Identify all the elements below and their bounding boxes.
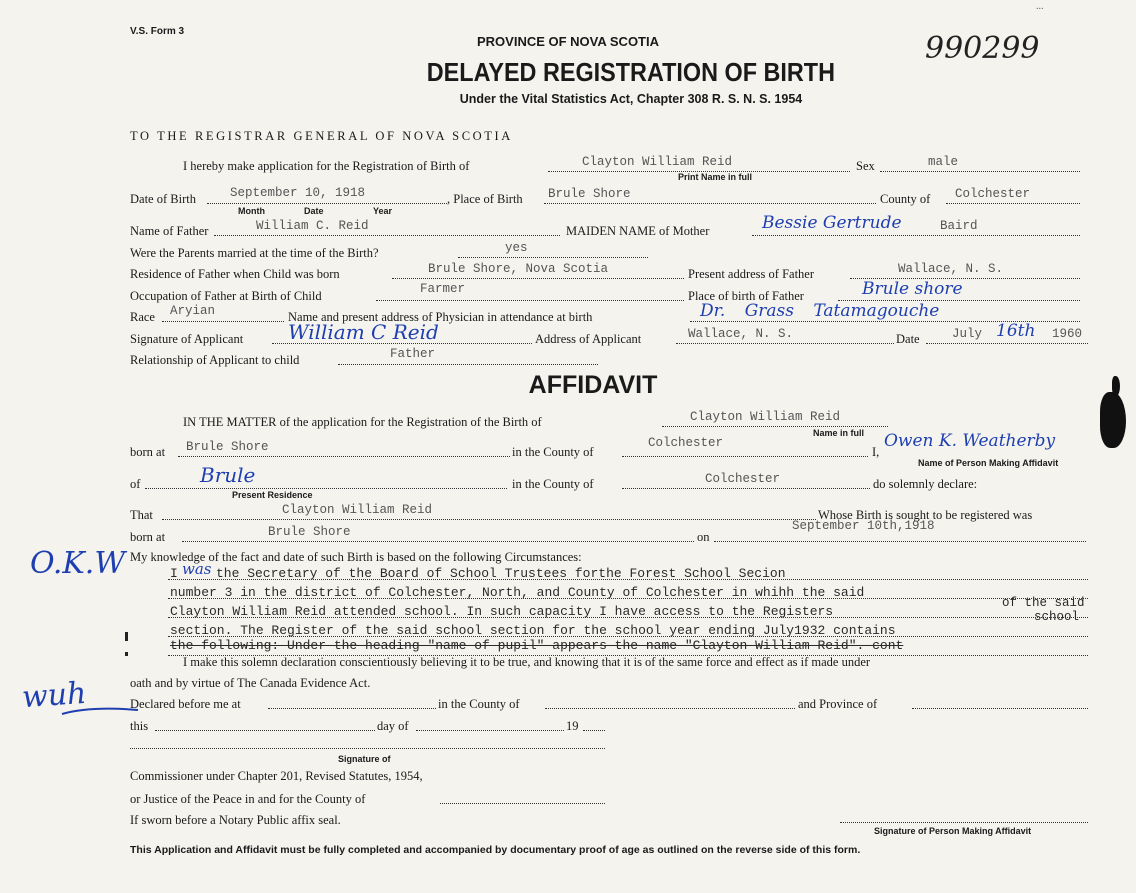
declared-line[interactable] bbox=[268, 708, 436, 709]
this-line[interactable] bbox=[155, 730, 375, 731]
deponent-hint: Name of Person Making Affidavit bbox=[918, 458, 1059, 468]
form-number: V.S. Form 3 bbox=[130, 26, 185, 37]
relationship-label: Relationship of Applicant to child bbox=[130, 353, 300, 367]
born-at-line bbox=[178, 456, 510, 457]
initials-oku: O.K.W bbox=[30, 546, 126, 581]
year-prefix: 19 bbox=[566, 719, 579, 733]
county-value: Colchester bbox=[955, 187, 1031, 201]
this-label: this bbox=[130, 719, 149, 733]
circumstance-1-correction: was bbox=[182, 560, 212, 578]
deponent-signature-line[interactable] bbox=[840, 822, 1088, 823]
dob-label: Date of Birth bbox=[130, 192, 196, 206]
father-value: William C. Reid bbox=[256, 219, 369, 233]
date-line bbox=[926, 343, 1088, 344]
present-address-label: Present address of Father bbox=[688, 267, 815, 281]
addressee: TO THE REGISTRAR GENERAL OF NOVA SCOTIA bbox=[130, 129, 513, 143]
initials-wuh: wuh bbox=[20, 675, 88, 716]
file-number: 990299 bbox=[925, 31, 1040, 66]
date-hint: Date bbox=[304, 206, 324, 216]
of-label: of bbox=[130, 477, 141, 491]
circumstance-4-text: section. The Register of the said school section for the school year ending July1932 contains bbox=[170, 623, 896, 638]
declaration-text-2: oath and by virtue of The Canada Evidence Act. bbox=[130, 676, 371, 690]
justice-text: or Justice of the Peace in and for the County of bbox=[130, 792, 366, 806]
initials-underline bbox=[60, 700, 140, 720]
declared-label: Declared before me at bbox=[130, 697, 241, 711]
deponent-residence: Brule bbox=[200, 463, 256, 487]
married-label: Were the Parents married at the time of the Birth? bbox=[130, 246, 379, 260]
year-hint: Year bbox=[373, 206, 393, 216]
whose-birth-label: Whose Birth is sought to be registered was bbox=[818, 508, 1033, 522]
circumstance-3-insert: of the said bbox=[1002, 596, 1085, 610]
margin-mark: ... bbox=[1036, 1, 1044, 12]
solemnly-declare: do solemnly declare: bbox=[873, 477, 978, 491]
mother-surname: Baird bbox=[940, 219, 978, 233]
sex-line bbox=[880, 171, 1080, 172]
declared-county-line[interactable] bbox=[545, 708, 795, 709]
on-label: on bbox=[697, 530, 710, 544]
present-address-value: Wallace, N. S. bbox=[898, 262, 1004, 276]
footer-note: This Application and Affidavit must be fully completed and accompanied by documentary proof of age as outlined on the reverse side of this form. bbox=[130, 844, 861, 856]
residence-value: Brule Shore, Nova Scotia bbox=[428, 262, 609, 276]
occupation-label: Occupation of Father at Birth of Child bbox=[130, 289, 322, 303]
date-month: July bbox=[952, 327, 983, 341]
born-at-value-2: Brule Shore bbox=[268, 525, 351, 539]
relationship-line bbox=[338, 364, 598, 365]
that-line bbox=[162, 519, 816, 520]
applicant-address-value: Wallace, N. S. bbox=[688, 327, 794, 341]
declared-county-label: in the County of bbox=[438, 697, 520, 711]
application-label: I hereby make application for the Registration of Birth of bbox=[183, 159, 470, 173]
that-label: That bbox=[130, 508, 153, 522]
occupation-value: Farmer bbox=[420, 282, 466, 296]
affidavit-title: AFFIDAVIT bbox=[528, 371, 658, 399]
mother-line bbox=[752, 235, 1080, 236]
circumstance-1-start: I bbox=[170, 566, 178, 581]
county-line bbox=[946, 203, 1080, 204]
year-line[interactable] bbox=[583, 730, 605, 731]
province-of-line[interactable] bbox=[912, 708, 1088, 709]
married-line bbox=[458, 257, 648, 258]
form-subtitle: Under the Vital Statistics Act, Chapter 308 R. S. N. S. 1954 bbox=[459, 92, 803, 106]
applicant-address-line bbox=[676, 343, 894, 344]
sig-applicant-label: Signature of Applicant bbox=[130, 332, 244, 346]
born-on-line bbox=[714, 541, 1086, 542]
sex-label: Sex bbox=[856, 159, 875, 173]
circumstance-1-text: the Secretary of the Board of School Trustees forthe Forest School Secion bbox=[216, 566, 786, 581]
day-of-line[interactable] bbox=[416, 730, 564, 731]
name-in-full-hint: Name in full bbox=[813, 428, 865, 438]
matter-label: IN THE MATTER of the application for the Registration of the Birth of bbox=[183, 415, 542, 429]
circumstance-5-text: the following: Under the heading "name of pupil" appears the name "Clayton William Reid".-cont bbox=[170, 638, 904, 653]
residence-line bbox=[392, 278, 684, 279]
province-of-label: and Province of bbox=[798, 697, 878, 711]
margin-tick-1 bbox=[125, 632, 128, 641]
knowledge-statement: My knowledge of the fact and date of such Birth is based on the following Circumstances: bbox=[130, 550, 582, 564]
sex-value: male bbox=[928, 155, 959, 169]
justice-county-line[interactable] bbox=[440, 803, 605, 804]
day-of-label: day of bbox=[377, 719, 409, 733]
commissioner-signature-line[interactable] bbox=[130, 748, 605, 749]
county-line-1 bbox=[622, 456, 868, 457]
residence-line-2 bbox=[145, 488, 507, 489]
in-county-label-1: in the County of bbox=[512, 445, 594, 459]
form-title: DELAYED REGISTRATION OF BIRTH bbox=[426, 57, 836, 87]
place-line bbox=[544, 203, 876, 204]
declaration-text-1: I make this solemn declaration conscientiously believing it to be true, and knowing that it is of the same force and effect as if made under bbox=[183, 655, 871, 669]
sig-applicant: William C Reid bbox=[288, 320, 439, 344]
circumstance-3-insert-2: school bbox=[1034, 610, 1080, 624]
signature-person-hint: Signature of Person Making Affidavit bbox=[874, 826, 1032, 836]
born-at-label: born at bbox=[130, 445, 166, 459]
relationship-value: Father bbox=[390, 347, 436, 361]
father-label: Name of Father bbox=[130, 224, 209, 238]
county-value-2: Colchester bbox=[705, 472, 781, 486]
in-county-label-2: in the County of bbox=[512, 477, 594, 491]
mother-given-names: Bessie Gertrude bbox=[762, 213, 902, 233]
month-hint: Month bbox=[238, 206, 265, 216]
circumstance-3-text: Clayton William Reid attended school. In such capacity I have access to the Registers bbox=[170, 604, 834, 619]
matter-name: Clayton William Reid bbox=[690, 410, 841, 424]
father-birthplace-value: Brule shore bbox=[862, 279, 963, 299]
province-heading: PROVINCE OF NOVA SCOTIA bbox=[476, 34, 659, 49]
county-line-2 bbox=[622, 488, 870, 489]
born-on-value: September 10th,1918 bbox=[792, 519, 935, 533]
father-line bbox=[214, 235, 560, 236]
ink-blot bbox=[1100, 392, 1126, 448]
signature-of-hint: Signature of bbox=[338, 754, 391, 764]
father-birthplace-label: Place of birth of Father bbox=[688, 289, 804, 303]
county-label: County of bbox=[880, 192, 931, 206]
physician-label: Name and present address of Physician in attendance at birth bbox=[288, 310, 593, 324]
race-value: Aryian bbox=[170, 304, 216, 318]
residence-label: Residence of Father when Child was born bbox=[130, 267, 340, 281]
deponent-name: Owen K. Weatherby bbox=[884, 431, 1056, 451]
dob-value: September 10, 1918 bbox=[230, 186, 366, 200]
date-year: 1960 bbox=[1052, 327, 1083, 341]
i-label: I, bbox=[872, 445, 880, 459]
that-name: Clayton William Reid bbox=[282, 503, 433, 517]
place-label: , Place of Birth bbox=[447, 192, 523, 206]
date-label: Date bbox=[896, 332, 920, 346]
date-day: 16th bbox=[996, 321, 1036, 341]
born-at-line-2 bbox=[182, 541, 694, 542]
race-label: Race bbox=[130, 310, 155, 324]
born-at-label-2: born at bbox=[130, 530, 166, 544]
place-value: Brule Shore bbox=[548, 187, 631, 201]
margin-tick-2 bbox=[125, 652, 128, 656]
commissioner-text: Commissioner under Chapter 201, Revised Statutes, 1954, bbox=[130, 769, 423, 783]
race-line bbox=[162, 321, 284, 322]
circumstance-2-text: number 3 in the district of Colchester, North, and County of Colchester in whihh the said bbox=[170, 585, 865, 600]
physician-value: Dr. Grass Tatamagouche bbox=[700, 301, 940, 321]
ink-blot-drip bbox=[1112, 376, 1120, 396]
dob-line bbox=[207, 203, 447, 204]
notary-text: If sworn before a Notary Public affix seal. bbox=[130, 813, 341, 827]
married-value: yes bbox=[505, 241, 528, 255]
child-name: Clayton William Reid bbox=[582, 155, 733, 169]
mother-label: MAIDEN NAME of Mother bbox=[566, 224, 710, 238]
applicant-address-label: Address of Applicant bbox=[535, 332, 642, 346]
born-at-value: Brule Shore bbox=[186, 440, 269, 454]
print-name-hint: Print Name in full bbox=[678, 172, 753, 182]
present-residence-hint: Present Residence bbox=[232, 490, 313, 500]
matter-name-line bbox=[662, 426, 888, 427]
occupation-line bbox=[376, 300, 684, 301]
county-value-1: Colchester bbox=[648, 436, 724, 450]
